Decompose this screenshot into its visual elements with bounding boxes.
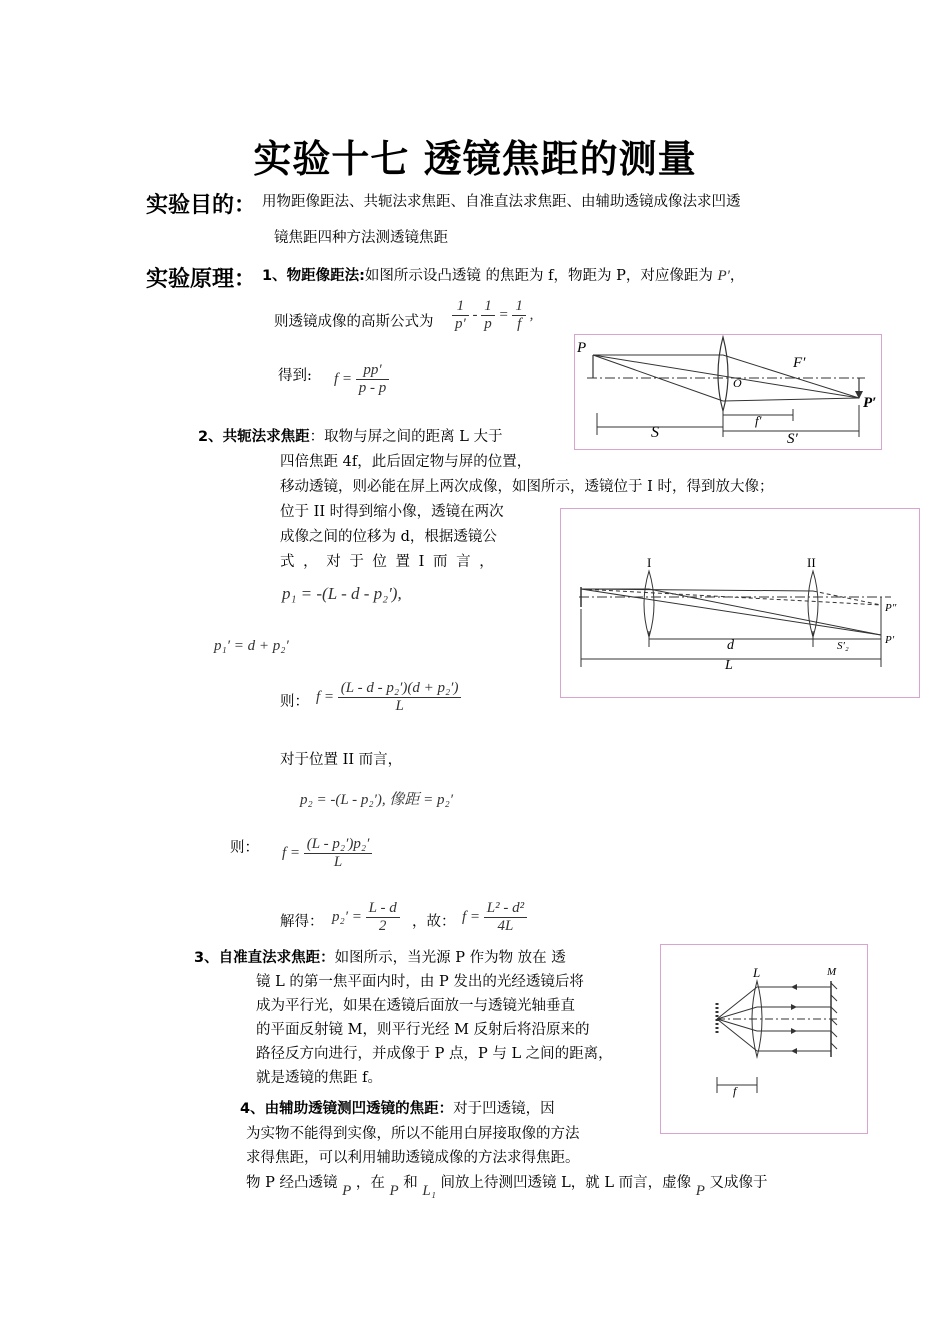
fig1-label-s: S xyxy=(651,424,659,441)
s2-eq-5: f = $\frac{\text{(L - p₂′)p₂′}}{L}$ xyxy=(282,836,372,871)
s2-then-1: 则： xyxy=(280,694,309,710)
s3-label: 3、自准直法求焦距： xyxy=(194,950,335,966)
figure-conjugate-method xyxy=(560,508,920,698)
s3-line-2: 镜 L 的第一焦平面内时，由 P 发出的光经透镜后将 xyxy=(256,974,584,990)
s1-label: 1、物距像距法: xyxy=(262,268,365,284)
fig2-label-pprime: P′ xyxy=(885,634,895,646)
s1-pprime-symbol: P′ xyxy=(717,268,730,284)
purpose-line-1: 用物距像距法、共轭法求焦距、自准直法求焦距、由辅助透镜成像法求凹透 xyxy=(262,194,741,210)
fig1-label-pprime: P′ xyxy=(863,395,877,411)
fig1-label-p: P xyxy=(577,340,587,356)
fig2-label-ii: II xyxy=(807,555,816,570)
page-title: 实验十七 透镜焦距的测量 xyxy=(253,137,697,181)
s1-result-formula: f = $\frac{pp'}{p - p}$ xyxy=(334,362,389,397)
s1-line-1: 如图所示设凸透镜 的焦距为 f，物距为 P，对应像距为 xyxy=(364,268,713,284)
s1-line-1-end: ， xyxy=(729,268,745,284)
fig2-label-s2: S′₂ xyxy=(837,640,849,652)
s2-line-4: 位于 II 时得到缩小像，透镜在两次 xyxy=(280,504,504,520)
fig1-label-fprime: f′ xyxy=(755,413,762,428)
s1-line-2: 则透镜成像的高斯公式为 xyxy=(274,314,434,330)
s2-eq-7: f = $\frac{\text{L² - d²}}{4L}$ xyxy=(462,900,527,935)
fig3-label-m: M xyxy=(827,966,837,978)
principle-heading: 实验原理： xyxy=(146,267,257,292)
s2-eq-2: p₁′ = d + p₂′ xyxy=(214,638,289,654)
s2-line-2: 四倍焦距 4f，此后固定物与屏的位置， xyxy=(280,454,532,470)
s4-line-3: 求得焦距，可以利用辅助透镜成像的方法求得焦距。 xyxy=(246,1150,580,1166)
s2-then-2: 则： xyxy=(230,840,259,856)
s2-eq-4: p₂ = -(L - p₂′), 像距 = p₂′ xyxy=(300,792,454,808)
s3-line-3: 成为平行光，如果在透镜后面放一与透镜光轴垂直 xyxy=(256,998,575,1014)
s4-line-1: 对于凹透镜，因 xyxy=(453,1101,555,1117)
s4-sym-p-1: P xyxy=(342,1183,352,1199)
fig1-label-f: F′ xyxy=(793,355,806,371)
s4-line-2: 为实物不能得到实像，所以不能用白屏接取像的方法 xyxy=(246,1126,580,1142)
s2-eq-1: p₁ = -(L - d - p₂′), xyxy=(282,584,402,603)
figure-convex-lens-imaging xyxy=(574,334,882,450)
fig1-label-o: O xyxy=(733,376,742,390)
s2-solve: 解得： xyxy=(280,914,324,930)
s3-line-6: 就是透镜的焦距 f。 xyxy=(256,1070,382,1086)
s2-eq-3: f = $\frac{\text{(L - d - p₂′)(d + p₂′)}}{L}$ xyxy=(316,680,461,715)
s3-line-1: 如图所示，当光源 P 作为物 放在 透 xyxy=(334,950,566,966)
s2-line-1: ：取物与屏之间的距离 L 大于 xyxy=(309,429,503,445)
s2-eq-6: p₂′ = $\frac{L - d}{2}$ xyxy=(332,900,400,935)
fig2-label-i: I xyxy=(647,555,652,570)
s4-sym-p-3: P xyxy=(695,1183,705,1199)
fig3-label-l: L xyxy=(753,965,761,980)
s4-sym-p-2: P xyxy=(389,1183,399,1199)
fig2-label-l: L xyxy=(725,658,733,673)
s1-result-label: 得到: xyxy=(278,368,312,384)
s4-sym-l1: L₁ xyxy=(422,1183,436,1199)
fig1-label-sprime: S′ xyxy=(787,431,798,447)
s2-line-6: 式 ， 对 于 位 置 I 而 言 ， xyxy=(280,554,494,570)
s4-line-4: 物 P 经凸透镜 P ，在 P 和 L₁ 间放上待测凹透镜 L，就 L 而言，虚像 P 又成像于 xyxy=(246,1175,768,1199)
purpose-heading: 实验目的： xyxy=(146,193,257,218)
s4-label: 4、由辅助透镜测凹透镜的焦距： xyxy=(240,1101,454,1117)
fig3-label-f: f xyxy=(733,1084,737,1098)
s2-label: 2、共轭法求焦距 xyxy=(198,429,310,445)
s2-position-2: 对于位置 II 而言， xyxy=(280,752,403,768)
fig2-label-d: d xyxy=(727,638,734,653)
s2-line-5: 成像之间的位移为 d，根据透镜公 xyxy=(280,529,497,545)
gauss-formula: $\frac{1}{p'}$ - $\frac{1}{p}$ = $\frac{1}{f}$ , xyxy=(452,298,533,333)
purpose-line-2: 镜焦距四种方法测透镜焦距 xyxy=(274,230,448,246)
figure-autocollimation xyxy=(660,944,868,1134)
s2-hence: ，故： xyxy=(412,914,456,930)
s3-line-5: 路径反方向进行，并成像于 P 点，P 与 L 之间的距离， xyxy=(256,1046,613,1062)
fig2-label-pdoubleprime: P″ xyxy=(885,602,897,614)
s3-line-4: 的平面反射镜 M，则平行光经 M 反射后将沿原来的 xyxy=(256,1022,590,1038)
s2-line-3: 移动透镜，则必能在屏上两次成像，如图所示，透镜位于 I 时，得到放大像； xyxy=(280,479,774,495)
